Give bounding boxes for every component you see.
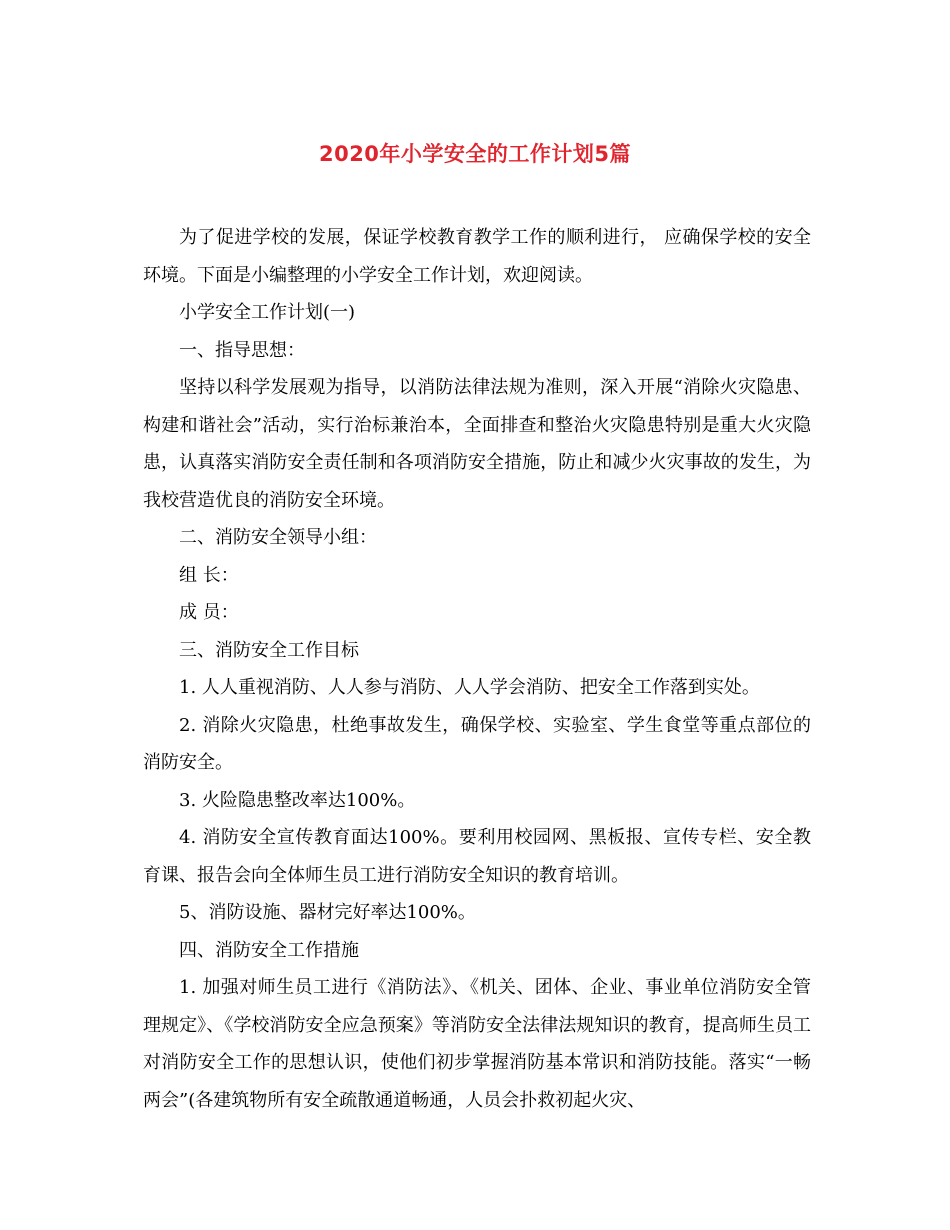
paragraph-group-leader: 组 长： (179, 564, 239, 586)
section-heading-work-goals: 三、消防安全工作目标 (179, 639, 359, 661)
list-item-goal-5: 5、消防设施、器材完好率达100%。 (179, 902, 476, 923)
list-item-goal-4: 4. 消防安全宣传教育面达100%。要利用校园网、黑板报、宣传专栏、安全教育课、报告会向全体师生员工进行消防安全知识的教育培训。 (143, 827, 811, 886)
list-item-goal-2: 2. 消除火灾隐患，杜绝事故发生，确保学校、实验室、学生食堂等重点部位的消防安全。 (143, 714, 811, 773)
document-body (143, 219, 811, 1119)
paragraph-guiding-ideas: 坚持以科学发展观为指导，以消防法律法规为准则，深入开展“消除火灾隐患、构建和谐社会”活动，实行治标兼治本，全面排查和整治火灾隐患特别是重大火灾隐患，认真落实消防安全责任制和各项消防安全措施，防止和减少火灾事故的发生，为我校营造优良的消防安全环境。 (143, 377, 811, 511)
section-heading-work-measures: 四、消防安全工作措施 (179, 939, 359, 961)
list-item-measure-1: 1. 加强对师生员工进行《消防法》、《机关、团体、企业、事业单位消防安全管理规定》、《学校消防安全应急预案》等消防安全法律法规知识的教育，提高师生员工对消防安全工作的思想认识，使他们初步掌握消防基本常识和消防技能。落实“一畅两会”(各建筑物所有安全疏散通道畅通，人员会扑救初起火灾、 (143, 977, 811, 1111)
section-heading-guiding-ideas: 一、指导思想： (179, 339, 305, 361)
paragraph-intro: 为了促进学校的发展，保证学校教育教学工作的顺利进行， 应确保学校的安全环境。下面是小编整理的小学安全工作计划，欢迎阅读。 (143, 227, 811, 286)
document-title: 2020年小学安全的工作计划5篇 (318, 142, 632, 166)
paragraph-group-members: 成 员： (179, 602, 239, 623)
section-heading-leadership-group: 二、消防安全领导小组： (179, 527, 377, 548)
paragraph-plan-heading: 小学安全工作计划(一) (179, 302, 356, 323)
list-item-goal-1: 1. 人人重视消防、人人参与消防、人人学会消防、把安全工作落到实处。 (179, 677, 760, 698)
list-item-goal-3: 3. 火险隐患整改率达100%。 (179, 789, 416, 811)
